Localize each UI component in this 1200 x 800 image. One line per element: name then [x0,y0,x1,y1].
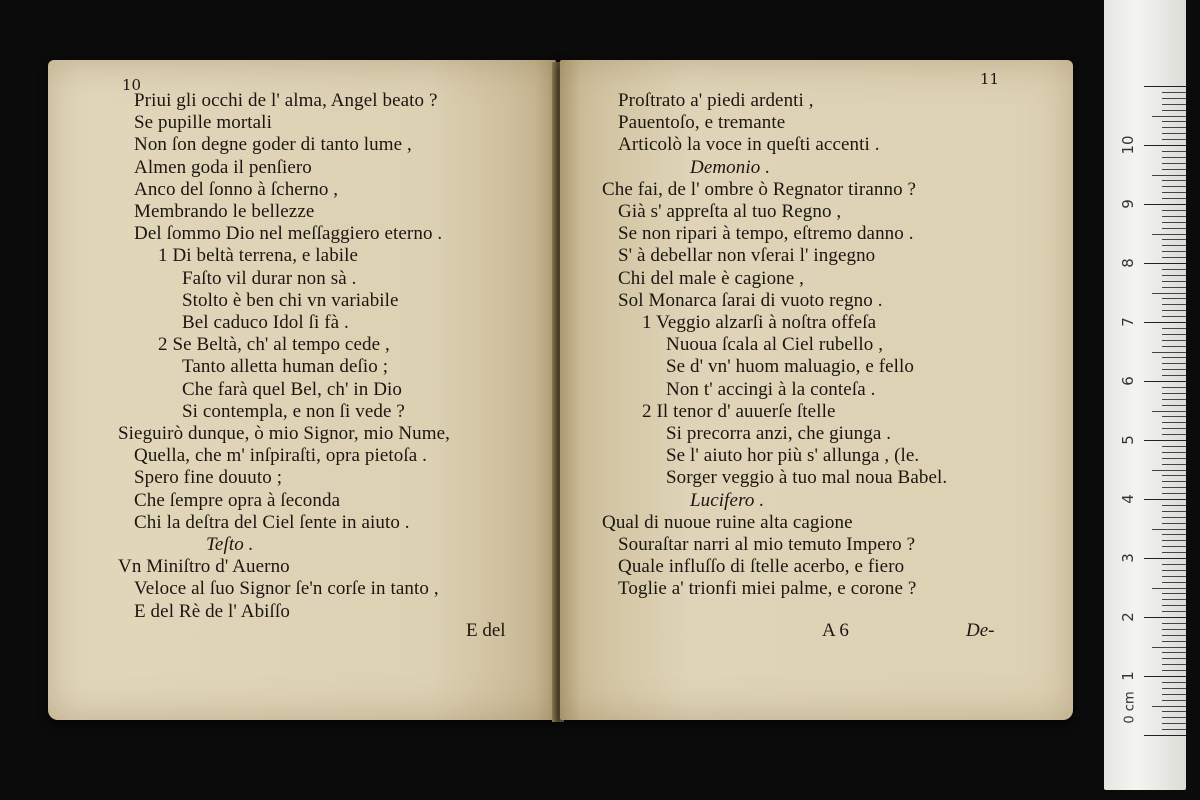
left-page-number: 10 [122,76,142,94]
ruler-tick [1152,588,1186,589]
text-line: Anco del ſonno à ſcherno , [134,178,339,200]
ruler-tick [1162,428,1186,429]
ruler-tick [1144,735,1186,736]
ruler-tick [1162,239,1186,240]
ruler-tick [1162,658,1186,659]
ruler-tick [1144,263,1186,264]
text-line: Se l' aiuto hor più s' allunga , (le. [666,445,920,467]
ruler-number: 3 [1119,553,1137,563]
ruler-tick [1162,269,1186,270]
ruler-tick [1162,357,1186,358]
ruler-tick [1162,393,1186,394]
ruler-number: 1 [1119,671,1137,681]
ruler-tick [1144,322,1186,323]
ruler-tick [1162,127,1186,128]
text-line: S' à debellar non vſerai l' ingegno [618,245,876,267]
text-line: Che ſempre opra à ſeconda [134,489,341,511]
right-page-number: 11 [980,70,1000,88]
ruler-tick [1162,186,1186,187]
ruler-tick [1162,110,1186,111]
ruler-tick [1162,652,1186,653]
ruler-tick [1162,723,1186,724]
text-line: Articolò la voce in queſti accenti . [618,134,880,156]
text-line: 1 Veggio alzarſi à noſtra offeſa [642,312,877,333]
ruler-tick [1162,399,1186,400]
ruler-tick [1162,275,1186,276]
ruler-tick [1162,369,1186,370]
text-line: Sorger veggio à tuo mal noua Babel. [666,467,948,489]
ruler-tick [1162,464,1186,465]
text-line: Nuoua ſcala al Ciel rubello , [666,334,884,356]
ruler-number: 2 [1119,612,1137,622]
ruler-tick [1162,458,1186,459]
ruler-tick [1152,116,1186,117]
ruler-tick [1162,534,1186,535]
text-line: Teſto . [206,534,254,555]
ruler-tick [1162,363,1186,364]
ruler-tick [1162,133,1186,134]
text-line: 2 Se Beltà, ch' al tempo cede , [158,334,390,356]
ruler-number: 10 [1119,135,1137,155]
ruler-tick [1162,582,1186,583]
ruler-tick [1162,434,1186,435]
ruler-tick [1152,411,1186,412]
text-line: Che farà quel Bel, ch' in Dio [182,378,403,400]
text-line: Almen goda il penſiero [134,156,312,178]
ruler-tick [1162,700,1186,701]
ruler-tick [1162,711,1186,712]
ruler-tick [1162,310,1186,311]
ruler-tick [1162,346,1186,347]
text-line: Spero fine douuto ; [134,467,283,489]
ruler-tick [1162,729,1186,730]
ruler-tick [1162,517,1186,518]
text-line: Priui gli occhi de l' alma, Angel beato ? [134,90,438,111]
ruler-tick [1162,104,1186,105]
ruler-tick [1162,92,1186,93]
ruler-tick [1152,175,1186,176]
text-line: Quella, che m' inſpiraſti, opra pietoſa . [134,445,427,467]
ruler-tick [1162,257,1186,258]
text-line: Già s' appreſta al tuo Regno , [618,201,842,222]
ruler-tick [1144,204,1186,205]
ruler-tick [1162,593,1186,594]
left-catchword: E del [466,620,506,641]
ruler-tick [1152,470,1186,471]
text-line: Veloce al ſuo Signor ſe'n corſe in tanto , [134,578,439,600]
text-line: Lucifero . [690,489,765,511]
ruler-tick [1162,540,1186,541]
text-line: Si contempla, e non ſi vede ? [182,400,405,422]
ruler-tick [1162,576,1186,577]
ruler-tick [1162,151,1186,152]
ruler-tick [1162,505,1186,506]
ruler-tick [1162,605,1186,606]
ruler-tick [1162,251,1186,252]
ruler-tick [1162,340,1186,341]
open-book [48,60,1073,725]
ruler-tick [1162,599,1186,600]
ruler-tick [1162,570,1186,571]
ruler-tick [1162,316,1186,317]
ruler-tick [1162,180,1186,181]
text-line: Demonio . [690,156,771,178]
ruler-tick [1162,169,1186,170]
ruler-tick [1162,375,1186,376]
ruler-number: 6 [1119,376,1137,386]
ruler-tick [1162,387,1186,388]
ruler-tick [1162,298,1186,299]
ruler-tick [1162,163,1186,164]
text-line: Che fai, de l' ombre ò Regnator tiranno ? [602,178,917,200]
ruler-tick [1162,281,1186,282]
ruler-tick [1162,334,1186,335]
text-line: Non t' accingi à la conteſa . [666,378,876,400]
ruler-tick [1162,416,1186,417]
ruler-tick [1152,706,1186,707]
text-line: Proſtrato a' piedi ardenti , [618,90,814,111]
measurement-ruler [1104,0,1186,790]
text-line: Se pupille mortali [134,112,272,134]
ruler-tick [1144,145,1186,146]
ruler-tick [1162,664,1186,665]
text-line: Quale influſſo di ſtelle acerbo, e fiero [618,556,905,578]
ruler-tick [1162,139,1186,140]
ruler-tick [1162,487,1186,488]
ruler-tick [1144,676,1186,677]
ruler-tick [1162,287,1186,288]
ruler-tick [1162,629,1186,630]
ruler-number: 8 [1119,258,1137,268]
ruler-tick [1162,682,1186,683]
ruler-tick [1162,694,1186,695]
text-line: Pauentoſo, e tremante [618,112,786,134]
ruler-number: 7 [1119,317,1137,327]
ruler-tick [1162,511,1186,512]
ruler-number: 9 [1119,199,1137,209]
ruler-tick [1162,192,1186,193]
ruler-tick [1162,641,1186,642]
ruler-tick [1152,234,1186,235]
text-line: Tanto alletta human deſio ; [182,356,389,378]
ruler-tick [1162,688,1186,689]
ruler-tick [1152,529,1186,530]
ruler-tick [1162,546,1186,547]
signature-mark: A 6 [822,620,849,641]
right-catchword: De- [966,620,995,641]
ruler-tick [1162,222,1186,223]
ruler-tick [1152,293,1186,294]
ruler-tick [1162,422,1186,423]
text-line: Se non ripari à tempo, eſtremo danno . [618,223,914,245]
text-line: Del ſommo Dio nel meſſaggiero eterno . [134,223,443,245]
ruler-tick [1162,635,1186,636]
ruler-tick [1144,86,1186,87]
ruler-tick [1152,647,1186,648]
ruler-tick [1162,405,1186,406]
ruler-tick [1162,157,1186,158]
ruler-number: 5 [1119,435,1137,445]
ruler-tick [1144,558,1186,559]
ruler-tick [1162,717,1186,718]
ruler-tick [1162,216,1186,217]
text-line: Stolto è ben chi vn variabile [182,289,399,311]
ruler-tick [1162,523,1186,524]
text-line: Bel caduco Idol ſi fà . [182,312,349,333]
ruler-tick [1162,121,1186,122]
ruler-tick [1144,440,1186,441]
text-line: Se d' vn' huom maluagio, e fello [666,356,915,378]
ruler-tick [1162,670,1186,671]
ruler-tick [1152,352,1186,353]
ruler-tick [1162,446,1186,447]
text-line: Chi la deſtra del Ciel ſente in aiuto . [134,511,410,533]
ruler-tick [1162,304,1186,305]
right-page [560,60,1073,720]
ruler-tick [1162,328,1186,329]
text-line: Sieguirò dunque, ò mio Signor, mio Nume, [118,423,451,444]
text-line: Souraſtar narri al mio temuto Impero ? [618,534,916,555]
ruler-tick [1162,452,1186,453]
text-line: Sol Monarca ſarai di vuoto regno . [618,289,883,311]
text-line: Toglie a' trionfi miei palme, e corone ? [618,578,917,600]
ruler-number: 4 [1119,494,1137,504]
ruler-tick [1144,617,1186,618]
text-line: E del Rè de l' Abiſſo [134,600,290,622]
ruler-tick [1162,611,1186,612]
ruler-tick [1162,245,1186,246]
text-line: Faſto vil durar non sà . [182,267,357,289]
text-line: Chi del male è cagione , [618,267,804,289]
text-line: Membrando le bellezze [134,201,315,222]
text-line: Non ſon degne goder di tanto lume , [134,134,412,156]
text-line: 1 Di beltà terrena, e labile [158,245,359,267]
ruler-unit-label: 0 cm [1122,691,1138,724]
ruler-tick [1162,481,1186,482]
ruler-tick [1162,228,1186,229]
text-line: Qual di nuoue ruine alta cagione [602,511,853,533]
text-line: Si precorra anzi, che giunga . [666,423,892,444]
ruler-tick [1162,552,1186,553]
left-page [48,60,556,720]
ruler-tick [1162,198,1186,199]
ruler-tick [1162,98,1186,99]
ruler-tick [1144,499,1186,500]
text-line: 2 Il tenor d' auuerſe ſtelle [642,400,836,422]
ruler-tick [1162,564,1186,565]
text-line: Vn Miniſtro d' Auerno [118,556,290,578]
ruler-tick [1162,623,1186,624]
ruler-tick [1144,381,1186,382]
ruler-tick [1162,475,1186,476]
ruler-tick [1162,493,1186,494]
ruler-tick [1162,210,1186,211]
